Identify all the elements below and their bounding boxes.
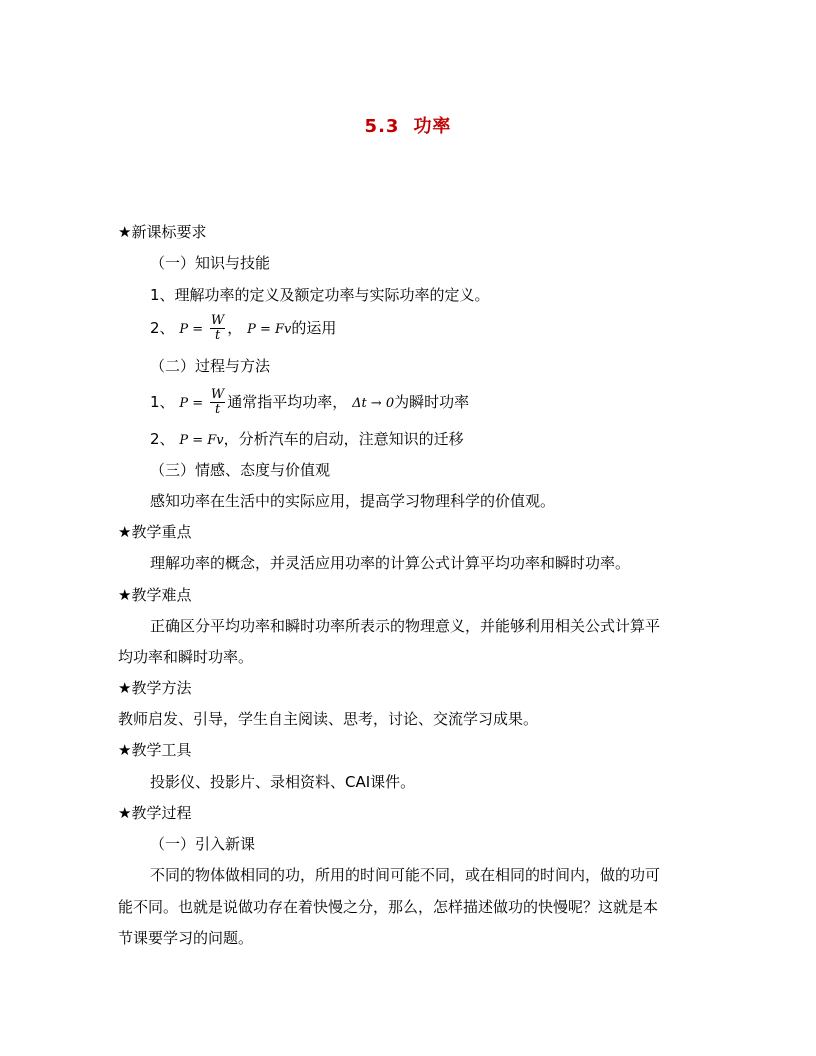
formula-p-fv: P = Fv (179, 433, 224, 448)
item-suffix: ，分析汽车的启动，注意知识的迁移 (223, 430, 464, 448)
item-middle-text: 通常指平均功率， (227, 393, 348, 411)
item-suffix: 的运用 (291, 319, 337, 337)
section-heading-difficulties: ★教学难点 (118, 586, 192, 604)
document-title (0, 112, 816, 138)
item-prefix: 2、 (150, 430, 175, 448)
section-heading-process: ★教学过程 (118, 804, 192, 822)
section-heading-tools: ★教学工具 (118, 741, 192, 759)
subheading-knowledge-skills: （一）知识与技能 (150, 254, 271, 272)
fraction-w-over-t (210, 388, 225, 417)
fraction-numerator: W (210, 387, 225, 402)
difficulties-text-line1: 正确区分平均功率和瞬时功率所表示的物理意义，并能够利用相关公式计算平 (150, 617, 661, 635)
fraction-denominator: t (214, 402, 221, 417)
item-define-power: 1、理解功率的定义及额定功率与实际功率的定义。 (150, 286, 490, 304)
subheading-introduction: （一）引入新课 (150, 835, 256, 853)
tools-text: 投影仪、投影片、录相资料、CAI课件。 (150, 773, 416, 791)
formula-lhs: P = (179, 396, 204, 411)
section-heading-methods: ★教学方法 (118, 679, 192, 697)
title-text: 功率 (413, 116, 452, 137)
item-formula-usage (150, 310, 336, 348)
key-points-text: 理解功率的概念，并灵活应用功率的计算公式计算平均功率和瞬时功率。 (150, 554, 631, 572)
introduction-text-line2: 能不同。也就是说做功存在着快慢之分，那么，怎样描述做功的快慢呢？这就是本 (118, 898, 659, 916)
subheading-emotion-values: （三）情感、态度与价值观 (150, 461, 331, 479)
item-prefix: 2、 (150, 319, 175, 337)
item-suffix: 为瞬时功率 (394, 393, 470, 411)
item-average-power (150, 384, 469, 422)
formula-lhs: P = (179, 322, 204, 337)
section-heading-key-points: ★教学重点 (118, 523, 192, 541)
difficulties-text-line2: 均功率和瞬时功率。 (118, 648, 254, 666)
introduction-text-line1: 不同的物体做相同的功，所用的时间可能不同，或在相同的时间内，做的功可 (150, 866, 661, 884)
item-values: 感知功率在生活中的实际应用，提高学习物理科学的价值观。 (150, 492, 556, 510)
fraction-denominator: t (214, 328, 221, 343)
methods-text: 教师启发、引导，学生自主阅读、思考，讨论、交流学习成果。 (118, 710, 539, 728)
section-heading-curriculum: ★新课标要求 (118, 223, 207, 241)
separator: ， (227, 319, 243, 337)
item-car-start (150, 429, 464, 451)
formula-limit: Δt → 0 (352, 396, 395, 411)
introduction-text-line3: 节课要学习的问题。 (118, 929, 254, 947)
item-prefix: 1、 (150, 393, 175, 411)
title-number: 5.3 (364, 116, 400, 137)
fraction-w-over-t (210, 314, 225, 343)
formula-p-fv: P = Fv (247, 322, 292, 337)
subheading-process-methods: （二）过程与方法 (150, 357, 271, 375)
fraction-numerator: W (210, 313, 225, 328)
